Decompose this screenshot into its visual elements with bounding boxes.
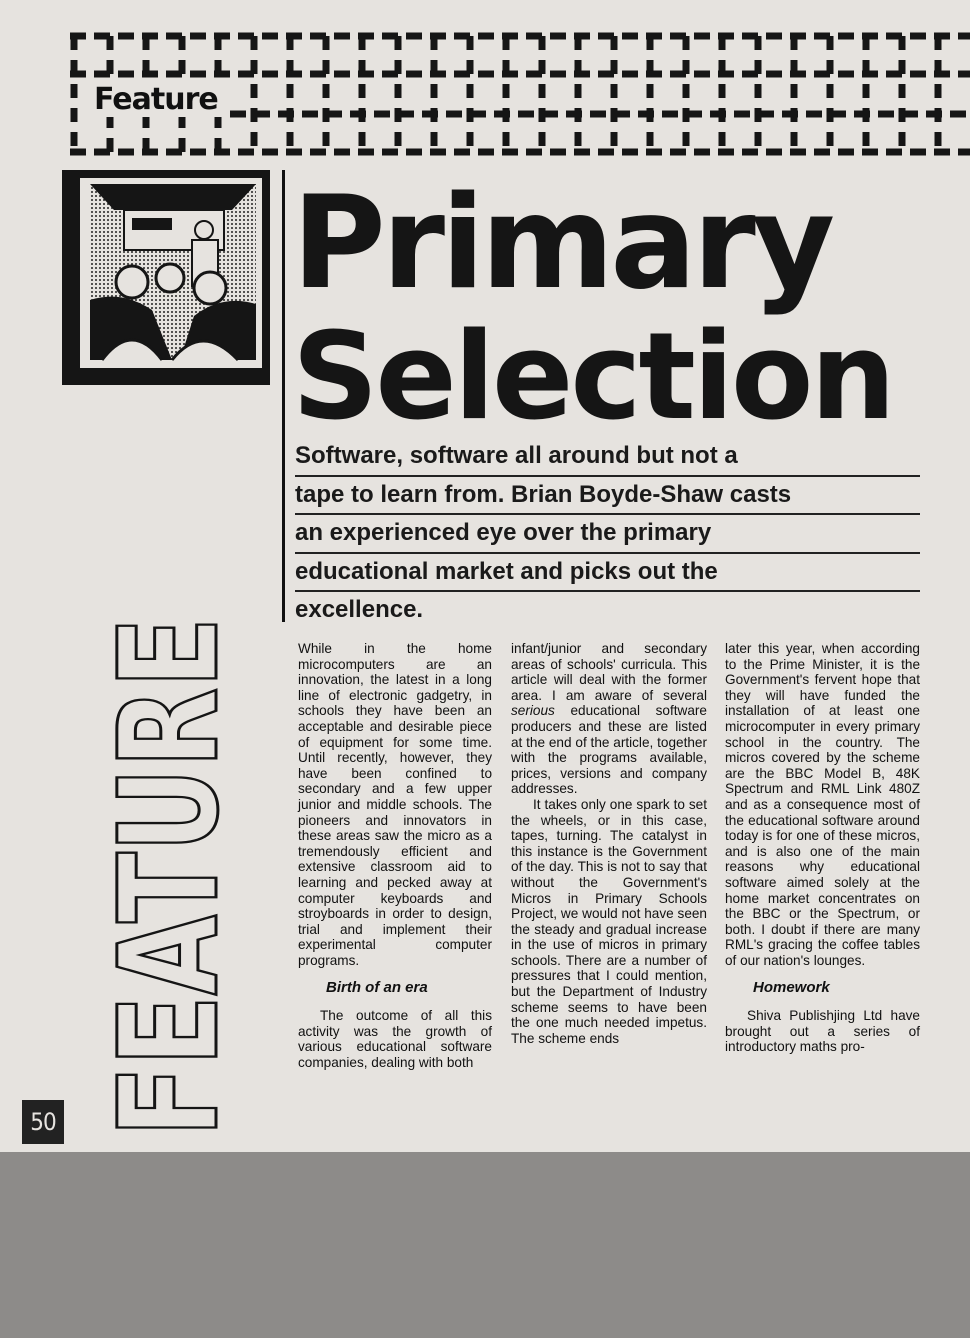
vertical-feature-label	[91, 455, 249, 1142]
vertical-rule	[282, 170, 285, 622]
bottom-band	[0, 1152, 970, 1338]
standfirst-line: an experienced eye over the primary	[295, 515, 920, 554]
section-tag: Feature	[86, 82, 226, 117]
classroom-illustration	[62, 170, 270, 385]
subheading: Birth of an era	[326, 979, 428, 997]
article-text: infant/junior and secondary areas of schools' curricula. This article will deal with the former area. I am aware of several	[511, 641, 707, 703]
article-paragraph	[511, 641, 707, 797]
emphasis-text: serious	[511, 703, 555, 719]
standfirst-line: excellence.	[295, 596, 424, 623]
headline-line-2: Selection	[292, 308, 893, 447]
article-text: educational software producers and these are listed at the end of the article, together with the programs available, prices, versions and company addresses.	[511, 703, 707, 797]
standfirst-line: educational market and picks out the	[295, 554, 920, 593]
article-paragraph: later this year, when according to the Prime Minister, it is the Government's fervent hope that they will have funded the installation of at least one microcomputer in every primary school in the country. The micros covered by the scheme are the BBC Model B, 48K Spectrum and RML Link 480Z and as a consequence most of the educational software around today is for one of these micros, and is also one of the main reasons why educational software aimed solely at the home market concentrates on the BBC or the Spectrum, or both. I doubt if there are many RML's gracing the coffee tables of our nation's lounges.	[725, 641, 920, 968]
subheading: Homework	[753, 979, 830, 997]
article-paragraph: The outcome of all this activity was the growth of various educational software companies, dealing with both	[298, 1008, 492, 1070]
standfirst-line: Software, software all around but not a	[295, 438, 920, 477]
headline-line-1: Primary	[292, 169, 832, 318]
article-column-3	[725, 641, 920, 1055]
article-paragraph: While in the home microcomputers are an innovation, the latest in a long line of electronic gadgetry, in schools they have been an acceptable and desirable piece of equipment for some time. Until recently, however, they have been confined to secondary and a few upper junior and middle schools. The pioneers and innovators in these areas saw the micro as a tremendously efficient and extensive classroom aid to learning and pecked away at computer keyboards and stroyboards in order to design, trial and implement their experimental computer programs.	[298, 641, 492, 968]
standfirst	[295, 438, 920, 631]
vertical-feature-text: FEATURE	[91, 455, 249, 1137]
article-paragraph: It takes only one spark to set the wheels, or in this case, tapes, turning. The catalyst in this instance is the Government of the day. This is not to say that without the Government's Micros in Primary Schools Project, we would not have seen the steady and gradual increase in the use of micros in primary schools. There are a number of pressures that I could mention, but the Department of Industry scheme seems to have been the one much needed impetus. The scheme ends	[511, 796, 707, 1046]
article-paragraph: Shiva Publishjing Ltd have brought out a series of introductory maths pro-	[725, 1008, 920, 1055]
article-column-1	[298, 641, 492, 1070]
standfirst-line: tape to learn from. Brian Boyde-Shaw casts	[295, 477, 920, 516]
article-column-2	[511, 641, 707, 1046]
section-banner	[70, 30, 970, 158]
page-number: 50	[22, 1100, 64, 1144]
